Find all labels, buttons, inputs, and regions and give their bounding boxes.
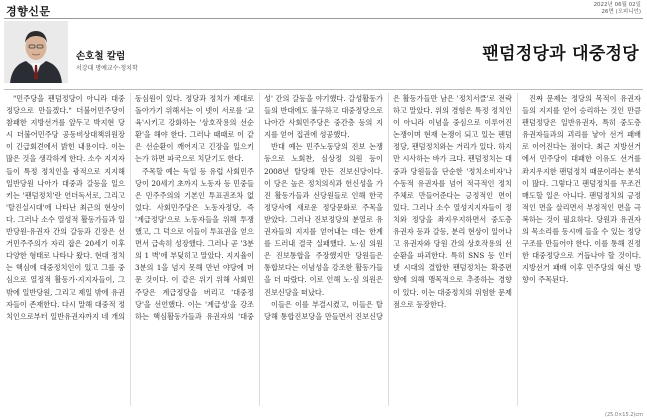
top-divider [4, 18, 643, 19]
publication-date: 2022년 06월 02일 [593, 2, 641, 8]
paragraph: 반대 예는 민주노동당의 진보 논쟁 등으로 노회찬, 심상정 의원 등이 2008년 탈당해 만든 진보신당이다. 이 당은 높은 정치의식과 헌신성을 가진 활동가들과 신당원들로 인해 한국 정당사에 새로운 정당문화로 주목을 받았다. 그러나 진보정당의 분열로 유권자들의 지지를 얻어내는 데는 한계를 드러내 결국 실패했다. 노·심 의원은 진보통합을 주장했지만 당원들은 통합보다는 이념성을 강조한 활동가들을 더 따랐다. 이로 인해 노·심 의원은 진보신당을 떠났다. [264, 142, 383, 297]
article-headline: 팬덤정당과 대중정당 [482, 44, 639, 64]
clipping-size: (25.0×15.2)cm [605, 412, 643, 418]
paragraph: "민주당을 팬덤정당이 아니라 대중정당으로 만들겠다." 더불어민주당이 참패한 지방선거를 앞두고 박지현 당시 더불어민주당 공동비상대책위원장이 긴급회견에서 밝힌 내용이다. 이는 많은 것을 생각하게 한다. 소수 지지자들이 특정 정치인을 광적으로 지지해 일반당원 나아가 대중과 갈등을 일으키는 '팬덤정치'란 언더독서로, 그리고 '탈진실시대'에 나타난 최근의 현상이다. 그러나 소수 열성적 활동가들과 일반당원·유권자 간의 갈등과 긴장은 선거민주주의가 자리 잡은 20세기 이후 다양한 형태로 나타나 왔다. 현대 정치는 핵심에 대중정치인이 있고 그를 중심으로 열정적 활동가·지지자들이, 그 밖에 일반당원, 그리고 제일 밖에 유권자들이 존재한다. 다시 말해 대중적 정치인으로부터 일반유권자까지 네 개의 동심원이 있다. 정당과 정치가 제대로 돌아가기 위해서는 이 넷이 서로를 '교육'시키고 강화하는 '상호작용의 선순환'을 해야 한다. 그러나 때때로 이 같은 선순환이 깨어지고 긴장을 일으키는가 하면 파국으로 치닫기도 한다. [6, 94, 254, 321]
paragraph: 이들은 이를 부결시켰고, 이들은 탈당해 통합진보당을 만들면서 진보신당은 활동가들만 남은 '정치서클'로 전락하고 말았다. 위의 경험은 특정 정치인이 아니라 이념을 중심으로 이루어진 논쟁이며 현재 논쟁이 되고 있는 팬덤정당, 팬덤정치와는 거리가 있다. 하지만 시사하는 바가 크다. 팬덤정치는 대중과 당원들을 단순한 '정치소비자'나 수동적 유권자를 넘어 적극적인 정치주체로 만들어준다는 긍정적인 면이 있다. 그러나 소수 열성지지자들이 정치와 정당을 좌지우지하면서 중도층 유권자 등과 갈등, 분리 현상이 일어나고 유권자와 당원 간의 상호작용의 선순환을 파괴한다. 특히 SNS 등 인터넷 시대의 결합한 팬덤정치는 확증편향에 의해 맹목적으로 추종하는 경향이 있다. 이는 대중정치의 위험한 문제점으로 등장한다. [264, 94, 512, 321]
author-portrait [4, 21, 68, 83]
column-name: 손호철 칼럼 [76, 51, 126, 62]
page-section: 26면 (오피니언) [601, 9, 641, 15]
portrait-illustration [4, 21, 68, 83]
author-title: 서강대 명예교수·정치학 [76, 65, 138, 72]
header-divider [4, 89, 643, 90]
newspaper-masthead: 경향신문 [6, 5, 51, 18]
dateline [594, 2, 641, 16]
paragraph: 주목할 예는 독일 등 유럽 사회민주당이 20세기 초까지 노동자 등 민중들은 민주주의의 기본인 투표권조차 없었다. 사회민주당은 노동자정당, 즉 '계급정당'으로 노동자들을 위해 투쟁했고, 그 덕으로 이들이 투표권을 얻으면서 급속히 성장했다. 그러나 곧 '3분의 1 벽'에 부딪히고 말았다. 지지율이 3분의 1을 넘지 못해 만년 야당에 머문 것이다. 이 같은 위기 위해 사회민주당은 계급정당을 버리고 '대중정당'을 선언했다. 이는 '계급성'을 강조하는 핵심활동가들과 유권자의 '대중성' 간의 갈등을 야기했다. 갈성활동가들의 반대에도 불구하고 대중정당으로 나아간 사회민주당은 중간층 등의 지지를 얻어 집권에 성공했다. [135, 94, 383, 321]
paragraph: 진짜 문제는 정당의 목적이 유권자들의 지지를 얻어 승리하는 것인 만큼 팬덤정당은 일반유권자, 특히 중도층 유권자들과의 괴리를 낳아 선거 패배로 이어진다는 점이다. 최근 지방선거에서 민주당이 대패한 이유도 선거를 좌지우지한 팬덤정치 때문이라는 분석이 많다. 그렇다고 팬덤정치를 무조건 매도할 일은 아니다. 팬덤정치의 긍정적인 면을 살리면서 부정적인 면을 극복하는 것이 필요하다. 당원과 유권자의 목소리를 동시에 들을 수 있는 정당 구조를 만들어야 한다. 이를 통해 진정한 대중정당으로 거듭나야 할 것이다. 지방선거 패배 이후 민주당의 혁신 방향이 주목된다. [522, 94, 641, 285]
article-body [6, 93, 641, 406]
